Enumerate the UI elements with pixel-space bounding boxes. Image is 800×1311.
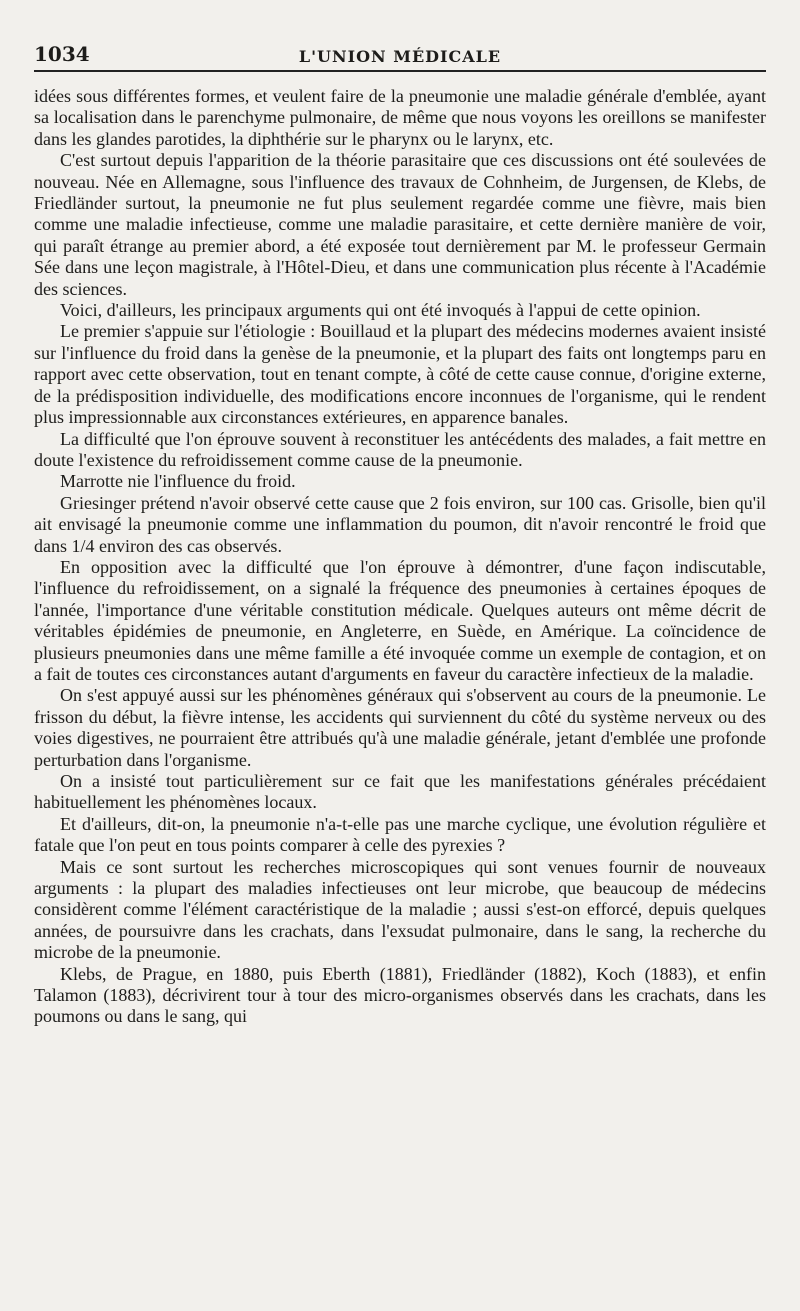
header-rule [34, 70, 766, 72]
paragraph: Le premier s'appuie sur l'étiologie : Bouillaud et la plupart des médecins modernes avaient insisté sur l'influence du froid dans la genèse de la pneumonie, et la plupart des faits ont longtemps paru en rapport avec cette observation, tout en tenant compte, à côté de cette cause connue, d'origine externe, de la prédisposition individuelle, des modifications encore inconnues de l'organisme, qui le rendent plus impressionnable aux circonstances extérieures, en apparence banales. [34, 321, 766, 428]
paragraph: Klebs, de Prague, en 1880, puis Eberth (1881), Friedländer (1882), Koch (1883), et enfin Talamon (1883), décrivirent tour à tour des micro-organismes observés dans les crachats, dans les poumons ou dans le sang, qui [34, 963, 766, 1027]
page-number: 1034 [34, 42, 90, 66]
running-header [34, 32, 766, 66]
paragraph: C'est surtout depuis l'apparition de la théorie parasitaire que ces discussions ont été soulevées de nouveau. Née en Allemagne, sous l'influence des travaux de Cohnheim, de Jurgensen, de Klebs, de Friedländer surtout, la pneumonie ne fut plus seulement regardée comme une fièvre, mais bien comme une maladie infectieuse, comme une maladie parasitaire, et cette dernière manière de voir, qui paraît étrange au premier abord, a été exposée tout dernièrement par M. le professeur Germain Sée dans une leçon magistrale, à l'Hôtel-Dieu, et dans une communication plus récente à l'Académie des sciences. [34, 150, 766, 299]
paragraph: On s'est appuyé aussi sur les phénomènes généraux qui s'observent au cours de la pneumonie. Le frisson du début, la fièvre intense, les accidents qui surviennent du côté du système nerveux ou des voies digestives, ne pourraient être attribués qu'à une maladie générale, jetant d'emblée une profonde perturbation dans l'organisme. [34, 685, 766, 770]
body-text [34, 86, 766, 1028]
paragraph: En opposition avec la difficulté que l'on éprouve à démontrer, d'une façon indiscutable, l'influence du refroidissement, on a signalé la fréquence des pneumonies à certaines époques de l'année, l'importance d'une véritable constitution médicale. Quelques auteurs ont même décrit de véritables épidémies de pneumonie, en Angleterre, en Suède, en Amérique. La coïncidence de plusieurs pneumonies dans une même famille a été invoquée comme un exemple de contagion, et on a fait de toutes ces circonstances autant d'arguments en faveur du caractère infectieux de la maladie. [34, 556, 766, 684]
paragraph: Voici, d'ailleurs, les principaux arguments qui ont été invoqués à l'appui de cette opinion. [60, 300, 701, 321]
paragraph: Et d'ailleurs, dit-on, la pneumonie n'a-t-elle pas une marche cyclique, une évolution régulière et fatale que l'on peut en tous points comparer à celle des pyrexies ? [34, 813, 766, 856]
paragraph: Marrotte nie l'influence du froid. [60, 471, 296, 492]
journal-title: L'UNION MÉDICALE [298, 47, 502, 66]
paragraph: La difficulté que l'on éprouve souvent à reconstituer les antécédents des malades, a fait mettre en doute l'existence du refroidissement comme cause de la pneumonie. [34, 428, 766, 470]
paragraph: Griesinger prétend n'avoir observé cette cause que 2 fois environ, sur 100 cas. Grisolle, bien qu'il ait envisagé la pneumonie comme une inflammation du poumon, dit n'avoir rencontré le froid que dans 1/4 environ des cas observés. [34, 492, 766, 556]
paragraph: idées sous différentes formes, et veulent faire de la pneumonie une maladie générale d'emblée, ayant sa localisation dans le parenchyme pulmonaire, de même que nous voyons les oreillons se manifester dans les glandes parotides, la diphthérie sur le pharynx ou le larynx, etc. [34, 86, 766, 149]
paragraph: Mais ce sont surtout les recherches microscopiques qui sont venues fournir de nouveaux arguments : la plupart des maladies infectieuses ont leur microbe, que beaucoup de médecins considèrent comme l'élément caractéristique de la maladie ; aussi s'est-on efforcé, depuis quelques années, de poursuivre dans les crachats, dans l'exsudat pulmonaire, dans le sang, la recherche du microbe de la pneumonie. [34, 856, 766, 963]
paragraph: On a insisté tout particulièrement sur ce fait que les manifestations générales précédaient habituellement les phénomènes locaux. [34, 771, 766, 813]
